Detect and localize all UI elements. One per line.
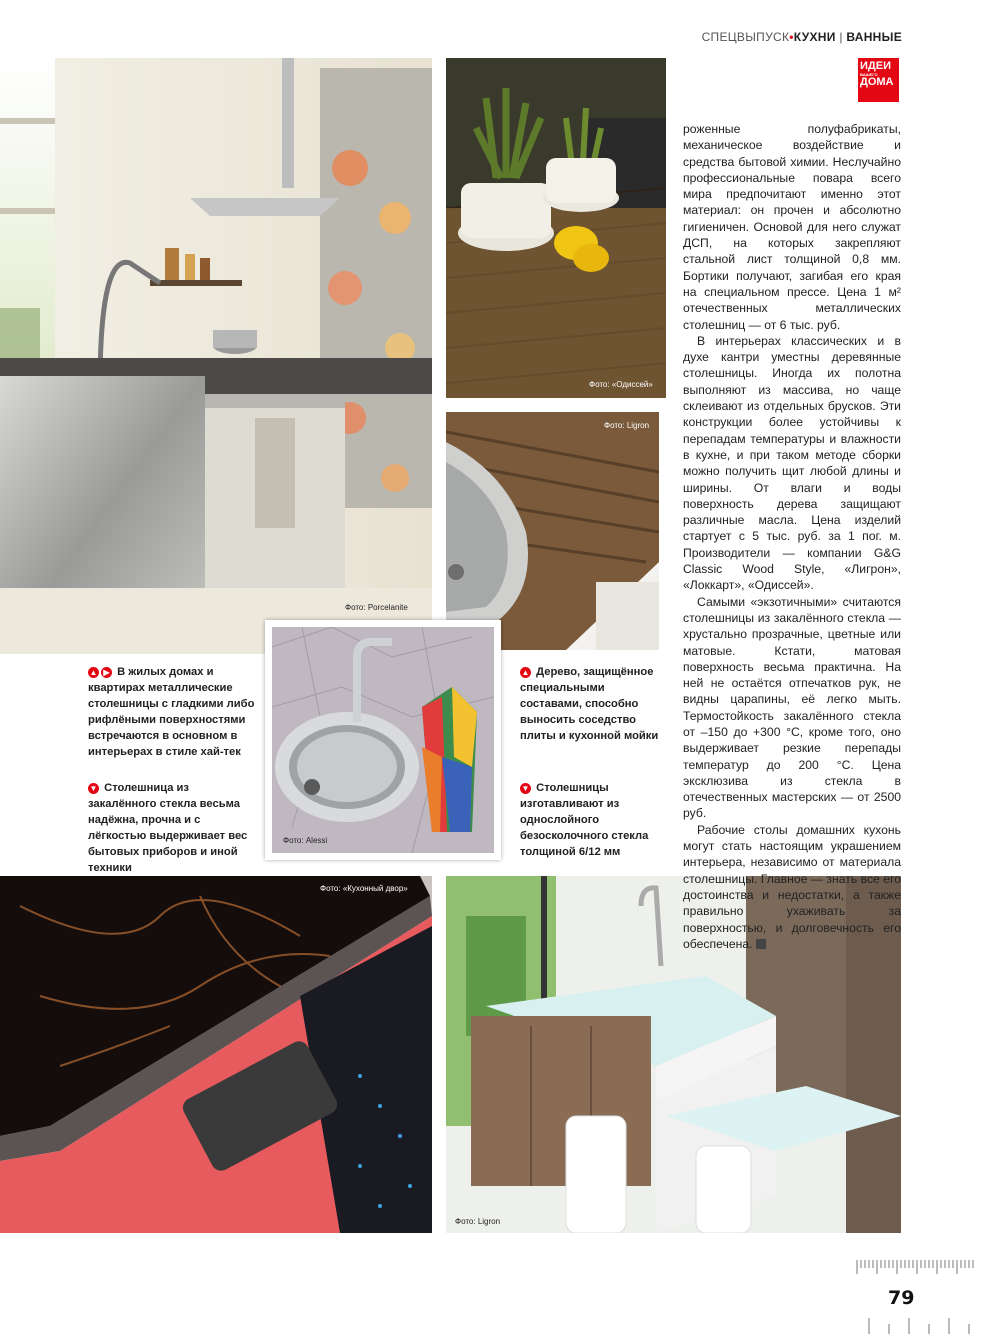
caption-glass-layer-text: Столешницы изготавливают из однослойного безосколочного стекла толщиной 6/12 мм: [520, 782, 649, 858]
black-glass-illustration: [0, 876, 432, 1233]
photo-credit-odissey: Фото: «Одиссей»: [589, 380, 653, 389]
end-mark-icon: [756, 939, 766, 949]
photo-wood-plants: [446, 58, 666, 398]
article-body: [683, 121, 901, 952]
article-paragraph-2: В интерьерах классических и в духе кантри уместны деревянные столешницы. Иногда их полотна выполняют из массива, но чаще склеивают из отдельных брусков. Эти конструкции более устойчивы к перепадам температуры и влажности в кухне, и при таком методе сборки можно получить щит любой длины и ширины. От влаги и воды поверхность дерева защищают различные масла. Цена изделий стартует с 5 тыс. руб. за 1 пог. м. Производители — компании G&G Classic Wood Style, «Лигрон», «Локкарт», «Одиссей».: [683, 333, 901, 593]
wood-sink-illustration: [446, 412, 659, 650]
photo-credit-ligron-bottom: Фото: Ligron: [455, 1217, 501, 1226]
header-divider: |: [839, 30, 843, 44]
caption-glass-strong: [88, 780, 258, 876]
article-paragraph-1: роженные полуфабрикаты, механическое воздействие и средства бытовой химии. Неслучайно профессиональные повара всего мира предпочитают именно этот материал: он прочен и абсолютно гигиеничен. Основой для него служат ДСП, на которых закрепляют стальной лист толщиной 0,8 мм. Бортики получают, загибая его края на специальном прессе. Цена 1 м² отечественных металлических столешниц — от 6 тыс. руб.: [683, 122, 901, 332]
photo-wood-sink: [446, 412, 659, 650]
photo-credit-kukhonny: Фото: «Кухонный двор»: [320, 884, 408, 893]
metal-kitchen-illustration: [0, 58, 432, 654]
magazine-logo: [858, 58, 899, 102]
arrow-down-icon: ▼: [89, 784, 98, 793]
photo-credit-alessi: Фото: Alessi: [283, 836, 328, 845]
photo-alessi-sink: [265, 620, 501, 860]
arrow-up-icon: ▲: [89, 668, 98, 677]
article-paragraph-3: Самыми «экзотичными» считаются столешницы из закалённого стекла — хрустально прозрачные, цветные или матовые. Кстати, матовая поверхность весьма практична. На ней не остаётся отпечатков рук, не видны царапины, её легко мыть. Термостойкость закалённого стекла от –150 до +300 °C, кроме того, оно выдерживает резкие перепады температур до 200 °C. Цена эксклюзива из стекла в отечественных мастерских — от 2500 руб.: [683, 594, 901, 821]
caption-glass-layer: [520, 780, 660, 860]
page-number: 79: [888, 1287, 915, 1309]
alessi-sink-illustration: [272, 627, 494, 853]
header-kitchens: КУХНИ: [793, 30, 836, 44]
logo-small: ВАШЕГО: [860, 72, 878, 77]
caption-glass-strong-text: Столешница из закалённого стекла весьма надёжна, прочна и с лёгкостью выдерживает вес бытовых приборов и иной техники: [88, 782, 248, 874]
header-bathrooms: ВАННЫЕ: [846, 30, 902, 44]
article-paragraph-4: [683, 822, 901, 952]
photo-black-glass: [0, 876, 432, 1233]
caption-metal: [88, 664, 258, 760]
logo-line1: ИДЕИ: [860, 60, 891, 72]
header-section: СПЕЦВЫПУСК: [701, 30, 790, 44]
wood-plants-illustration: [446, 58, 666, 398]
ruler-decoration: [855, 1258, 975, 1335]
arrow-right-icon: ▶: [101, 667, 112, 678]
logo-line2: ДОМА: [860, 76, 894, 88]
caption-wood: [520, 664, 660, 744]
running-header: [702, 30, 902, 44]
article-paragraph-4-text: Рабочие столы домашних кухонь могут стать настоящим украшением интерьера, независимо от материала столешницы. Главное — знать все его достоинства и недостатки, а также правильно ухаживать за поверхностью, и долговечность его обеспечена.: [683, 822, 901, 951]
arrow-down-icon: ▼: [521, 784, 530, 793]
photo-credit-porcelanite: Фото: Porcelanite: [345, 603, 408, 612]
header-dot: •: [789, 30, 794, 44]
caption-metal-text: В жилых домах и квартирах металлические столешницы с гладкими либо рифлёными поверхностями встречаются в основном в интерьерах в стиле хай-тек: [88, 666, 255, 758]
caption-wood-text: Дерево, защищённое специальными составами, способно выносить соседство плиты и кухонной мойки: [520, 666, 659, 742]
photo-metal-kitchen: [0, 58, 432, 654]
arrow-up-icon: ▲: [521, 668, 530, 677]
photo-credit-ligron-top: Фото: Ligron: [604, 421, 650, 430]
